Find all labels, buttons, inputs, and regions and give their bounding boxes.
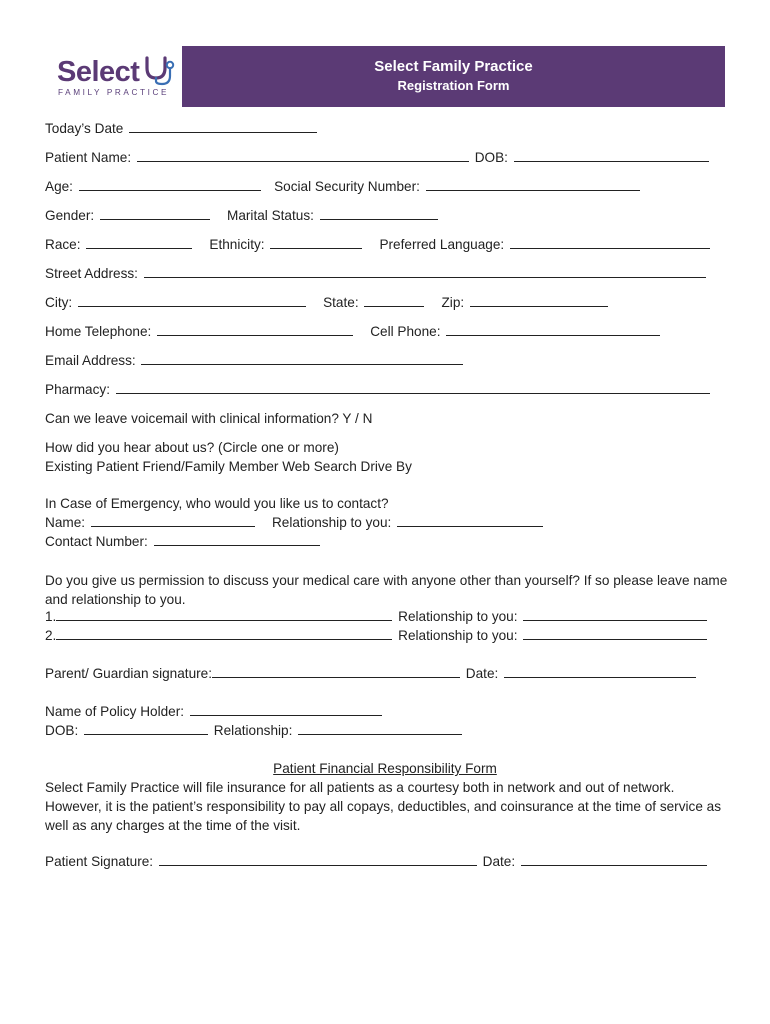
logo-subtitle: FAMILY PRACTICE	[58, 88, 170, 97]
email-label: Email Address:	[45, 353, 136, 368]
email-field[interactable]	[141, 353, 463, 365]
gender-label: Gender:	[45, 208, 95, 223]
permission-row-1	[45, 609, 709, 625]
patient-signature-field[interactable]	[159, 854, 477, 866]
age-field[interactable]	[79, 179, 261, 191]
pharmacy-label: Pharmacy:	[45, 382, 110, 397]
email-row	[45, 353, 465, 369]
policy-relationship-label: Relationship:	[213, 723, 293, 738]
hear-about-question: How did you hear about us? (Circle one or more)	[45, 440, 339, 455]
ssn-label: Social Security Number:	[274, 179, 420, 194]
age-row	[45, 179, 642, 195]
age-label: Age:	[45, 179, 73, 194]
patient-date-label: Date:	[482, 854, 516, 869]
policy-dob-label: DOB:	[45, 723, 79, 738]
permission-row-2	[45, 628, 709, 644]
marital-status-label: Marital Status:	[227, 208, 314, 223]
hear-about-options[interactable]: Existing Patient Friend/Family Member Web Search Drive By	[45, 459, 412, 474]
preferred-language-field[interactable]	[510, 237, 710, 249]
guardian-date-label: Date:	[465, 666, 499, 681]
policy-dob-row	[45, 723, 464, 739]
race-field[interactable]	[86, 237, 192, 249]
permission-name-field-1[interactable]	[56, 609, 392, 621]
emergency-name-label: Name:	[45, 515, 86, 530]
permission-relationship-label-1: Relationship to you:	[398, 609, 518, 624]
gender-field[interactable]	[100, 208, 210, 220]
policy-holder-field[interactable]	[190, 704, 382, 716]
emergency-contact-field[interactable]	[154, 534, 320, 546]
voicemail-question: Can we leave voicemail with clinical information? Y / N	[45, 411, 373, 426]
street-address-label: Street Address:	[45, 266, 138, 281]
permission-item-2: 2.	[45, 628, 57, 643]
permission-relationship-label-2: Relationship to you:	[398, 628, 518, 643]
patient-signature-row	[45, 854, 709, 870]
state-field[interactable]	[364, 295, 424, 307]
city-field[interactable]	[78, 295, 306, 307]
state-label: State:	[323, 295, 359, 310]
guardian-signature-label: Parent/ Guardian signature:	[45, 666, 213, 681]
emergency-name-row	[45, 515, 545, 531]
emergency-question: In Case of Emergency, who would you like us to contact?	[45, 496, 389, 511]
practice-title: Select Family Practice	[374, 58, 533, 75]
emergency-contact-label: Contact Number:	[45, 534, 148, 549]
home-telephone-row	[45, 324, 662, 340]
permission-relationship-field-2[interactable]	[523, 628, 707, 640]
permission-text: Do you give us permission to discuss your medical care with anyone other than yourself? If so please leave name and relationship to you.	[45, 573, 728, 607]
todays-date-label: Today’s Date	[45, 121, 124, 136]
permission-item-1: 1.	[45, 609, 57, 624]
emergency-relationship-field[interactable]	[397, 515, 543, 527]
guardian-signature-field[interactable]	[212, 666, 460, 678]
patient-date-field[interactable]	[521, 854, 707, 866]
patient-name-label: Patient Name:	[45, 150, 132, 165]
ssn-field[interactable]	[426, 179, 640, 191]
policy-dob-field[interactable]	[84, 723, 208, 735]
city-label: City:	[45, 295, 73, 310]
policy-relationship-field[interactable]	[298, 723, 462, 735]
patient-name-row	[45, 150, 711, 166]
stethoscope-icon	[142, 52, 176, 86]
street-address-row	[45, 266, 708, 282]
home-telephone-field[interactable]	[157, 324, 353, 336]
home-telephone-label: Home Telephone:	[45, 324, 152, 339]
todays-date-field[interactable]	[129, 121, 317, 133]
ethnicity-label: Ethnicity:	[209, 237, 265, 252]
zip-label: Zip:	[441, 295, 465, 310]
zip-field[interactable]	[470, 295, 608, 307]
financial-text: Select Family Practice will file insurance for all patients as a courtesy both in network and out of network. However, it is the patient’s responsibility to pay all copays, deductibles, and coinsurance at the time of service as well as any charges at the time of the visit.	[45, 780, 722, 833]
financial-heading: Patient Financial Responsibility Form	[273, 761, 497, 776]
form-title: Registration Form	[397, 78, 510, 93]
logo-wordmark: Select	[57, 56, 140, 88]
form-header	[46, 46, 725, 107]
patient-name-field[interactable]	[137, 150, 469, 162]
dob-field[interactable]	[514, 150, 709, 162]
emergency-name-field[interactable]	[91, 515, 255, 527]
guardian-date-field[interactable]	[504, 666, 696, 678]
permission-relationship-field-1[interactable]	[523, 609, 707, 621]
title-banner	[182, 46, 725, 107]
logo	[46, 46, 182, 107]
gender-row	[45, 208, 440, 224]
cell-phone-label: Cell Phone:	[370, 324, 441, 339]
marital-status-field[interactable]	[320, 208, 438, 220]
emergency-relationship-label: Relationship to you:	[271, 515, 392, 530]
preferred-language-label: Preferred Language:	[379, 237, 505, 252]
guardian-row	[45, 666, 698, 682]
permission-name-field-2[interactable]	[56, 628, 392, 640]
emergency-contact-row	[45, 534, 322, 550]
cell-phone-field[interactable]	[446, 324, 660, 336]
street-address-field[interactable]	[144, 266, 706, 278]
dob-label: DOB:	[474, 150, 508, 165]
todays-date-row	[45, 121, 319, 137]
city-row	[45, 295, 610, 311]
policy-holder-row	[45, 704, 384, 720]
ethnicity-field[interactable]	[270, 237, 362, 249]
pharmacy-row	[45, 382, 712, 398]
patient-signature-label: Patient Signature:	[45, 854, 154, 869]
policy-holder-label: Name of Policy Holder:	[45, 704, 185, 719]
race-row	[45, 237, 712, 253]
race-label: Race:	[45, 237, 81, 252]
pharmacy-field[interactable]	[116, 382, 710, 394]
